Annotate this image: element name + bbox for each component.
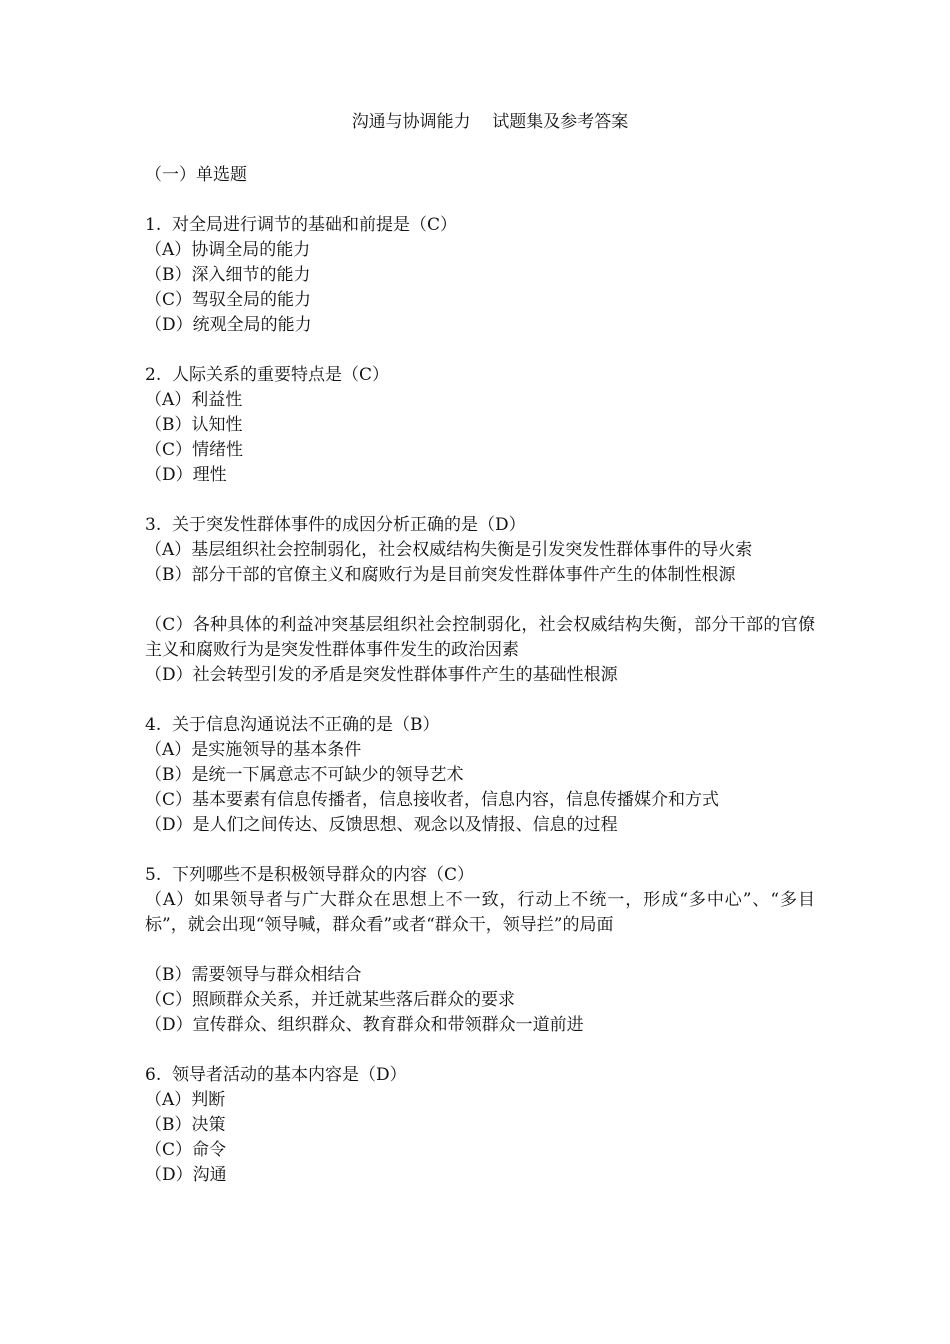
question-5 [145,863,815,1038]
option-a: （A）基层组织社会控制弱化，社会权威结构失衡是引发突发性群体事件的导火索 [145,540,753,560]
document-page [145,110,815,1213]
option-c: （C）各种具体的利益冲突基层组织社会控制弱化，社会权威结构失衡，部分干部的官僚主义和腐败行为是突发性群体事件发生的政治因素 [145,615,815,660]
option-d: （D）是人们之间传达、反馈思想、观念以及情报、信息的过程 [145,815,618,835]
option-b: （B）部分干部的官僚主义和腐败行为是目前突发性群体事件产生的体制性根源 [145,565,736,585]
option-d: （D）理性 [145,465,227,485]
question-2 [145,363,815,488]
option-c: （C）照顾群众关系，并迁就某些落后群众的要求 [145,990,516,1010]
question-3 [145,513,815,688]
option-a: （A）是实施领导的基本条件 [145,740,362,760]
option-b: （B）决策 [145,1115,226,1135]
option-c: （C）基本要素有信息传播者，信息接收者，信息内容，信息传播媒介和方式 [145,790,720,810]
option-a: （A）判断 [145,1090,226,1110]
option-d: （D）统观全局的能力 [145,315,312,335]
option-b: （B）需要领导与群众相结合 [145,965,362,985]
question-1 [145,213,815,338]
option-c: （C）驾驭全局的能力 [145,290,312,310]
option-c: （C）情绪性 [145,440,244,460]
question-4 [145,713,815,838]
option-d: （D）宣传群众、组织群众、教育群众和带领群众一道前进 [145,1015,584,1035]
question-stem: 4. 关于信息沟通说法不正确的是（B） [145,715,440,735]
option-a: （A）协调全局的能力 [145,240,311,260]
blank-line [145,938,815,963]
document-title: 沟通与协调能力 试题集及参考答案 [351,112,629,132]
section-heading: （一）单选题 [145,165,247,185]
blank-line [145,588,815,613]
option-b: （B）是统一下属意志不可缺少的领导艺术 [145,765,464,785]
option-c: （C）命令 [145,1140,227,1160]
option-a: （A）如果领导者与广大群众在思想上不一致，行动上不统一，形成“多中心”、“多目标”，就会出现“领导喊，群众看”或者“群众干，领导拦”的局面 [145,890,815,935]
question-stem: 1. 对全局进行调节的基础和前提是（C） [145,215,458,235]
option-d: （D）沟通 [145,1165,227,1185]
option-b: （B）认知性 [145,415,243,435]
question-stem: 5. 下列哪些不是积极领导群众的内容（C） [145,865,475,885]
question-6 [145,1063,815,1188]
option-b: （B）深入细节的能力 [145,265,311,285]
option-d: （D）社会转型引发的矛盾是突发性群体事件产生的基础性根源 [145,665,618,685]
question-stem: 2. 人际关系的重要特点是（C） [145,365,390,385]
question-stem: 6. 领导者活动的基本内容是（D） [145,1065,407,1085]
question-stem: 3. 关于突发性群体事件的成因分析正确的是（D） [145,515,526,535]
option-a: （A）利益性 [145,390,243,410]
